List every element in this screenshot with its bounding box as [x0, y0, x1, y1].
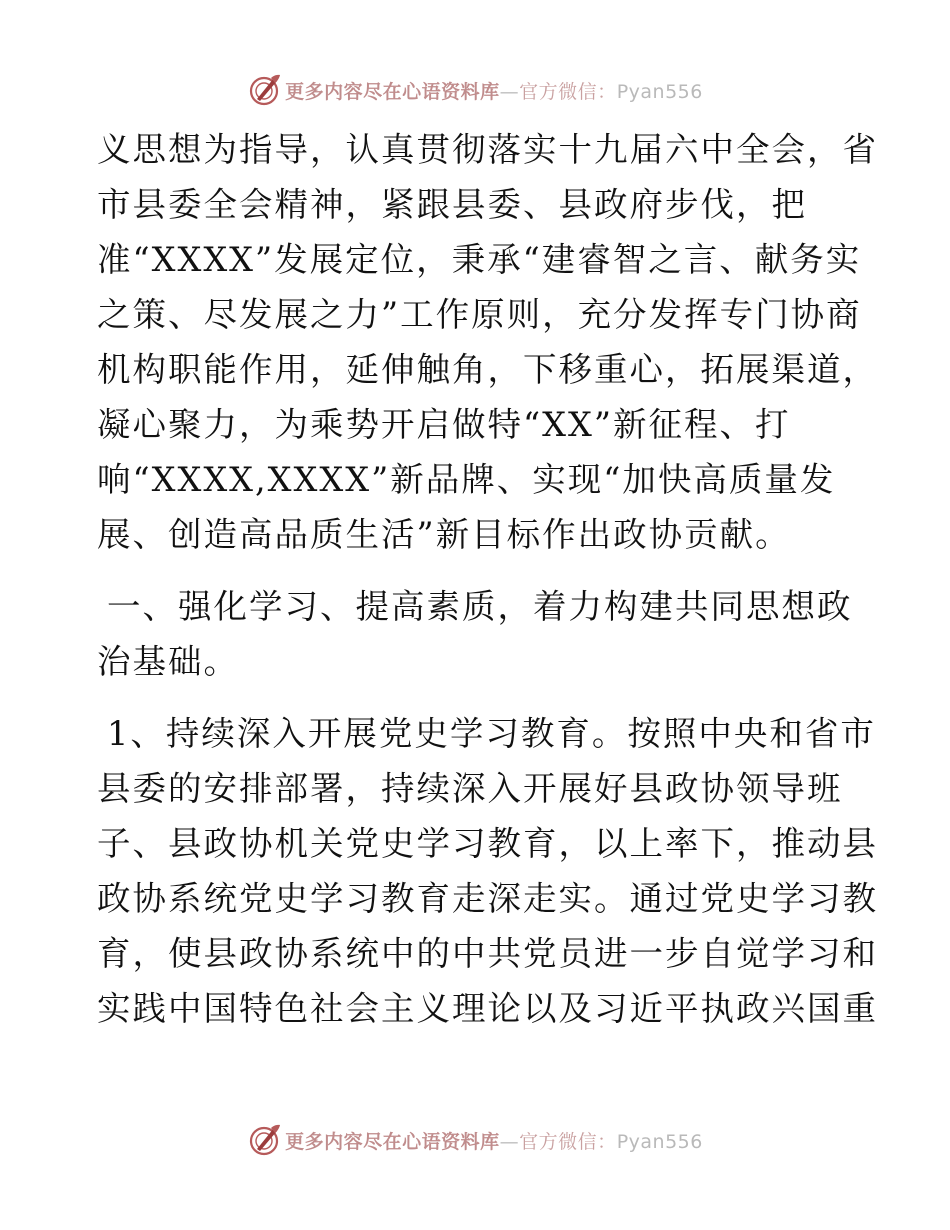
text-line: 县委的安排部署，持续深入开展好县政协领导班: [97, 769, 843, 808]
text-line: 政协系统党史学习教育走深走实。通过党史学习教: [97, 879, 878, 918]
banner-dash: —: [499, 1130, 520, 1153]
document-body: [97, 122, 878, 1036]
quill-pen-seal-icon: [247, 72, 283, 108]
banner-wechat-label: 官方微信：: [519, 1130, 617, 1153]
banner-wechat-label: 官方微信：: [519, 80, 617, 103]
paragraph-item-1: [97, 706, 878, 1036]
text-line: 实践中国特色社会主义理论以及习近平执政兴国重: [97, 989, 878, 1028]
header-banner: [0, 70, 950, 110]
text-line: 机构职能作用，延伸触角，下移重心，拓展渠道，: [97, 350, 878, 389]
section-heading-1: [97, 579, 857, 689]
footer-banner: [0, 1120, 950, 1160]
quill-pen-seal-icon: [247, 1122, 283, 1158]
heading-line: 治基础。: [97, 642, 239, 681]
heading-line: 一、强化学习、提高素质，着力构建共同思想政: [107, 587, 853, 626]
text-line: 准“XXXX”发展定位，秉承“建睿智之言、献务实: [97, 240, 862, 279]
text-line: 之策、尽发展之力”工作原则，充分发挥专门协商: [97, 295, 862, 334]
banner-site-name: 更多内容尽在心语资料库: [285, 1130, 500, 1153]
text-line: 子、县政协机关党史学习教育，以上率下，推动县: [97, 824, 878, 863]
text-line: 育，使县政协系统中的中共党员进一步自觉学习和: [97, 934, 878, 973]
banner-dash: —: [499, 80, 520, 103]
text-line: 义思想为指导，认真贯彻落实十九届六中全会，省: [97, 130, 878, 169]
banner-text: [285, 1127, 703, 1154]
banner-site-name: 更多内容尽在心语资料库: [285, 80, 500, 103]
text-line: 市县委全会精神，紧跟县委、县政府步伐，把: [97, 185, 807, 224]
banner-text: [285, 77, 703, 104]
text-line: 1、持续深入开展党史学习教育。按照中央和省市: [107, 714, 876, 753]
text-line: 展、创造高品质生活”新目标作出政协贡献。: [97, 515, 791, 554]
text-line: 响“XXXX,XXXX”新品牌、实现“加快高质量发: [97, 460, 836, 499]
banner-wechat-id: Pyan556: [616, 1130, 703, 1153]
banner-wechat-id: Pyan556: [616, 80, 703, 103]
paragraph-intro: [97, 122, 878, 562]
text-line: 凝心聚力，为乘势开启做特“XX”新征程、打: [97, 405, 791, 444]
